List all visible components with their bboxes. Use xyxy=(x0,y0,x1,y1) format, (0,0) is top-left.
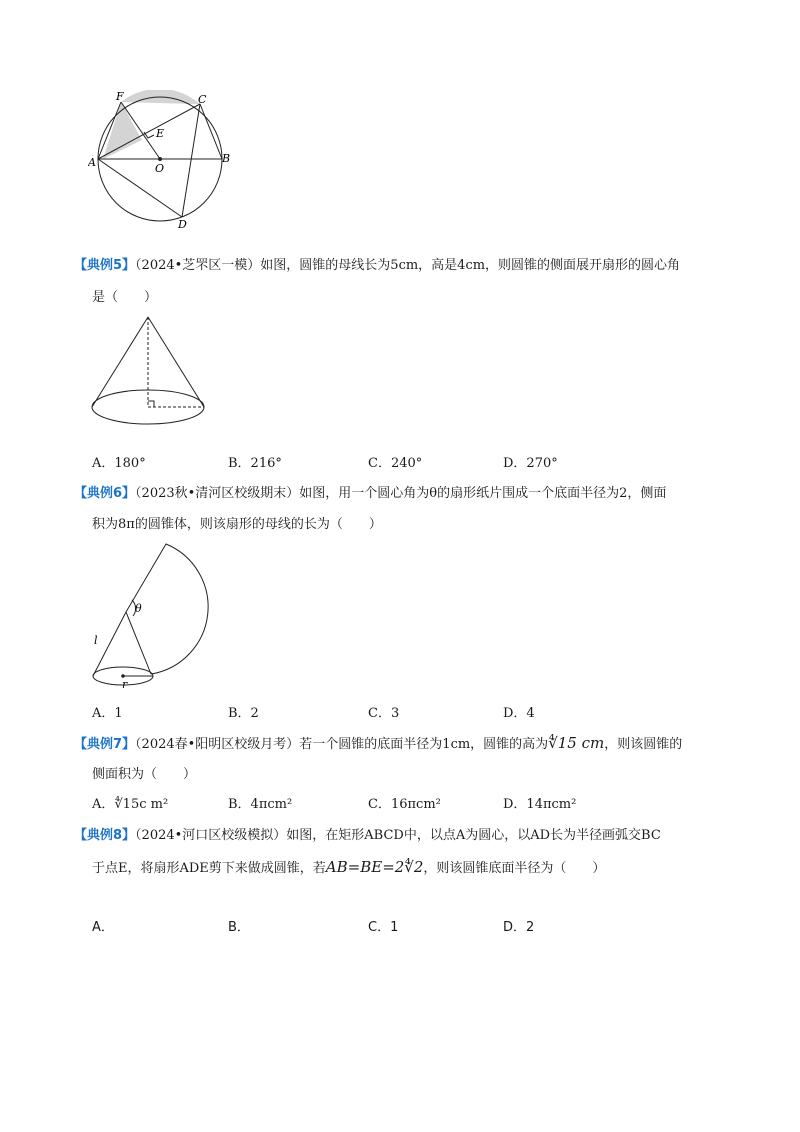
ex6-option-d[interactable]: D．4 xyxy=(503,706,535,721)
ex7-option-d[interactable]: D．14πcm² xyxy=(503,797,577,812)
ex5-tag: 【典例5】 xyxy=(74,258,136,273)
ex7-question-line2 xyxy=(92,765,196,785)
ex8-text2a: 于点E，将扇形ADE剪下来做成圆锥，若 xyxy=(92,861,326,876)
ex8-option-a[interactable]: A． xyxy=(92,920,114,935)
ex5-question-line2 xyxy=(92,288,157,308)
label-r: r xyxy=(122,678,128,691)
ex8-question-line2 xyxy=(92,857,605,879)
ex8-option-d[interactable]: D．2 xyxy=(503,920,535,935)
ex5-option-c[interactable]: C．240° xyxy=(368,456,423,471)
ex6-text1: （2023秋•清河区校级期末）如图，用一个圆心角为θ的扇形纸片围成一个底面半径为2，侧面 xyxy=(135,486,667,501)
ex7-tag: 【典例7】 xyxy=(74,737,136,752)
ex7-option-b[interactable]: B．4πcm² xyxy=(228,797,293,812)
label-C: C xyxy=(198,93,207,106)
label-B: B xyxy=(222,152,231,165)
ex5-text2: 是（ ） xyxy=(92,290,158,305)
ex6-text2: 积为8π的圆锥体，则该扇形的母线的长为（ ） xyxy=(92,517,382,532)
ex5-option-d[interactable]: D．270° xyxy=(503,456,558,471)
ex5-text1: （2024•芝罘区一模）如图，圆锥的母线长为5cm，高是4cm，则圆锥的侧面展开扇形的圆心角 xyxy=(135,258,681,273)
label-theta: θ xyxy=(135,602,142,615)
ex5-question-line1 xyxy=(74,256,680,276)
ex8-question-line1 xyxy=(74,826,661,846)
ex7-math-height: ∜15 cm xyxy=(548,734,605,752)
ex7-option-c[interactable]: C．16πcm² xyxy=(368,797,441,812)
label-D: D xyxy=(178,218,187,230)
ex8-math-ab: AB=BE=2∜2 xyxy=(325,858,424,876)
ex6-question-line1 xyxy=(74,484,666,504)
cone-figure xyxy=(88,312,213,427)
ex6-tag: 【典例6】 xyxy=(74,486,136,501)
ex6-option-b[interactable]: B．2 xyxy=(228,706,259,721)
label-E: E xyxy=(156,127,165,140)
ex7-question-line1 xyxy=(74,733,682,755)
ex8-text2b: ，则该圆锥底面半径为（ ） xyxy=(423,861,606,876)
ex8-tag: 【典例8】 xyxy=(74,828,136,843)
ex6-question-line2 xyxy=(92,515,382,535)
ex8-option-c[interactable]: C．1 xyxy=(368,920,399,935)
ex7-text1b: ，则该圆锥的 xyxy=(604,737,683,752)
label-A: A xyxy=(88,156,96,169)
label-F: F xyxy=(116,90,124,103)
label-O: O xyxy=(155,162,165,175)
ex6-option-a[interactable]: A．1 xyxy=(92,706,123,721)
ex5-option-a[interactable]: A．180° xyxy=(92,456,146,471)
ex8-text1: （2024•河口区校级模拟）如图，在矩形ABCD中，以点A为圆心，以AD长为半径画弧交BC xyxy=(135,828,661,843)
sector-cone-figure xyxy=(88,540,218,692)
circle-figure xyxy=(88,90,238,230)
ex8-option-b[interactable]: B． xyxy=(228,920,250,935)
ex5-option-b[interactable]: B．216° xyxy=(228,456,282,471)
label-l: l xyxy=(94,634,98,647)
ex7-option-a[interactable]: A．∜15c m² xyxy=(92,797,169,812)
ex7-text1a: （2024春•阳明区校级月考）若一个圆锥的底面半径为1cm，圆锥的高为 xyxy=(135,737,549,752)
ex6-option-c[interactable]: C．3 xyxy=(368,706,400,721)
ex7-text2: 侧面积为（ ） xyxy=(92,767,197,782)
